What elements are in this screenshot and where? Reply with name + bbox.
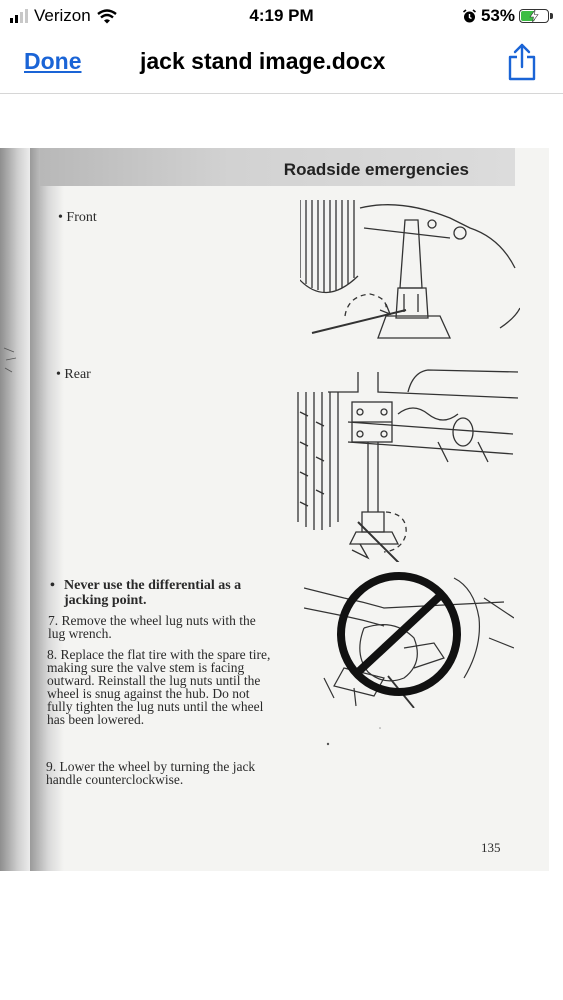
section-header-bar xyxy=(40,148,515,186)
done-button[interactable]: Done xyxy=(24,48,82,74)
document-title: jack stand image.docx xyxy=(140,48,386,74)
rear-bullet: • Rear xyxy=(56,367,91,382)
share-icon[interactable] xyxy=(504,42,540,82)
status-bar xyxy=(0,0,563,34)
battery-charging-icon xyxy=(519,9,549,23)
front-label: Front xyxy=(66,210,97,225)
margin-pencil-mark xyxy=(2,338,24,378)
book-gutter-shadow xyxy=(0,148,30,871)
differential-prohibited-illustration xyxy=(304,568,514,708)
step-8: 8. Replace the flat tire with the spare tire, making sure the valve stem is facing outward. Reinstall the lug nuts until the wheel is snug against the hub. Do not fully tighten the lug nuts until the wheel has been lowered. xyxy=(47,647,271,727)
warning-text: • Never use the differential as a jacking point. xyxy=(50,578,242,608)
battery-percent: 53% xyxy=(480,6,515,25)
document-nav-bar xyxy=(0,34,563,94)
front-bullet: • Front xyxy=(58,210,97,225)
section-header: Roadside emergencies xyxy=(283,160,469,179)
step-7: 7. Remove the wheel lug nuts with the lug wrench. xyxy=(48,613,256,641)
step-9: 9. Lower the wheel by turning the jack handle counterclockwise. xyxy=(46,759,256,787)
rear-jack-illustration xyxy=(288,362,518,562)
scanned-manual-page xyxy=(0,148,549,871)
front-jack-illustration xyxy=(300,198,520,358)
carrier-name: Verizon xyxy=(34,6,91,25)
scan-speckles xyxy=(320,718,440,758)
alarm-icon xyxy=(462,9,477,24)
page-number: 135 xyxy=(481,840,501,855)
rear-label: Rear xyxy=(64,367,91,382)
status-right-group xyxy=(462,6,549,26)
clock: 4:19 PM xyxy=(249,6,314,25)
